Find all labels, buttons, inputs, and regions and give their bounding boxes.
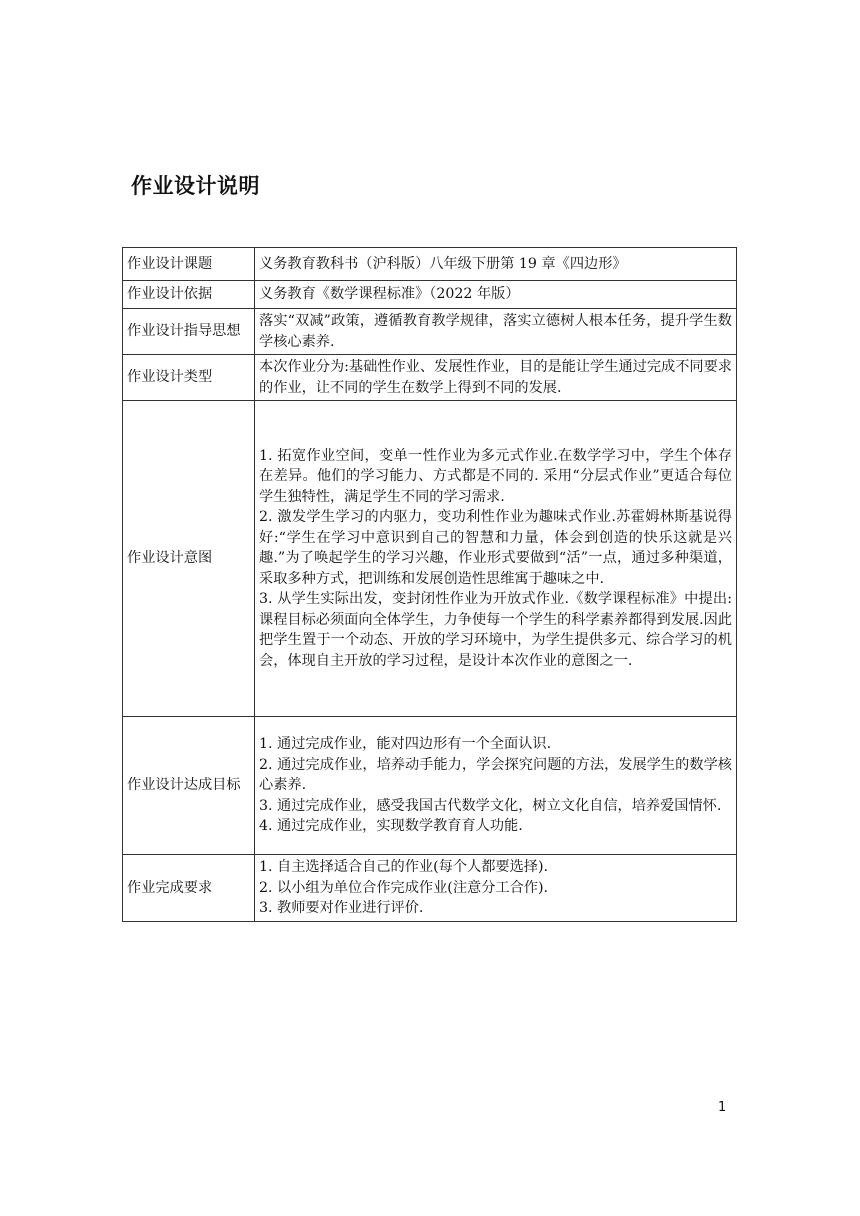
intent-paragraph-2: 2. 激发学生学习的内驱力，变功利性作业为趣味式作业.苏霍姆林斯基说得好:“学生在学习中意识到自己的智慧和力量，体会到创造的快乐这就是兴趣.”为了唤起学生的学习兴趣，作业形式要做到“活”一点，通过多种渠道，采取多种方式，把训练和发展创造性思维寓于趣味之中. bbox=[259, 509, 732, 587]
content-guiding: 落实“双减”政策，遵循教育教学规律，落实立德树人根本任务，提升学生数学核心素养. bbox=[255, 309, 737, 355]
goal-item-1: 1. 通过完成作业，能对四边形有一个全面认识. bbox=[259, 736, 552, 753]
content-requirements bbox=[255, 855, 737, 922]
content-topic: 义务教育教科书（沪科版）八年级下册第 19 章《四边形》 bbox=[255, 248, 737, 281]
row-guiding bbox=[123, 309, 737, 355]
requirement-item-3: 3. 教师要对作业进行评价. bbox=[259, 900, 424, 917]
intent-paragraph-3: 3. 从学生实际出发，变封闭性作业为开放式作业.《数学课程标准》中提出:课程目标必须面向全体学生，力争使每一个学生的科学素养都得到发展.因此把学生置于一个动态、开放的学习环境中，为学生提供多元、综合学习的机会，体现自主开放的学习过程，是设计本次作业的意图之一. bbox=[259, 591, 732, 669]
label-type: 作业设计类型 bbox=[123, 355, 255, 401]
row-requirements bbox=[123, 855, 737, 922]
row-intent bbox=[123, 401, 737, 717]
content-basis: 义务教育《数学课程标准》（2022 年版） bbox=[255, 281, 737, 309]
content-goals bbox=[255, 717, 737, 855]
page-title: 作业设计说明 bbox=[131, 174, 260, 198]
design-table bbox=[122, 247, 737, 922]
label-intent: 作业设计意图 bbox=[123, 401, 255, 717]
label-goals: 作业设计达成目标 bbox=[123, 717, 255, 855]
label-requirements: 作业完成要求 bbox=[123, 855, 255, 922]
label-guiding: 作业设计指导思想 bbox=[123, 309, 255, 355]
row-goals bbox=[123, 717, 737, 855]
requirement-item-1: 1. 自主选择适合自己的作业(每个人都要选择). bbox=[259, 859, 549, 876]
intent-paragraph-1: 1. 拓宽作业空间，变单一性作业为多元式作业.在数学学习中，学生个体存在差异。他们的学习能力、方式都是不同的. 采用“分层式作业”更适合每位学生独特性，满足学生不同的学习需求. bbox=[259, 447, 732, 505]
content-intent bbox=[255, 401, 737, 717]
goal-item-2: 2. 通过完成作业，培养动手能力，学会探究问题的方法，发展学生的数学核心素养. bbox=[259, 756, 732, 794]
page-number: 1 bbox=[718, 1100, 727, 1115]
content-type: 本次作业分为:基础性作业、发展性作业，目的是能让学生通过完成不同要求的作业，让不同的学生在数学上得到不同的发展. bbox=[255, 355, 737, 401]
row-basis bbox=[123, 281, 737, 309]
row-type bbox=[123, 355, 737, 401]
label-topic: 作业设计课题 bbox=[123, 248, 255, 281]
requirement-item-2: 2. 以小组为单位合作完成作业(注意分工合作). bbox=[259, 879, 549, 896]
label-basis: 作业设计依据 bbox=[123, 281, 255, 309]
row-topic bbox=[123, 248, 737, 281]
goal-item-4: 4. 通过完成作业，实现数学教育育人功能. bbox=[259, 818, 523, 835]
goal-item-3: 3. 通过完成作业，感受我国古代数学文化，树立文化自信，培养爱国情怀. bbox=[259, 797, 722, 814]
